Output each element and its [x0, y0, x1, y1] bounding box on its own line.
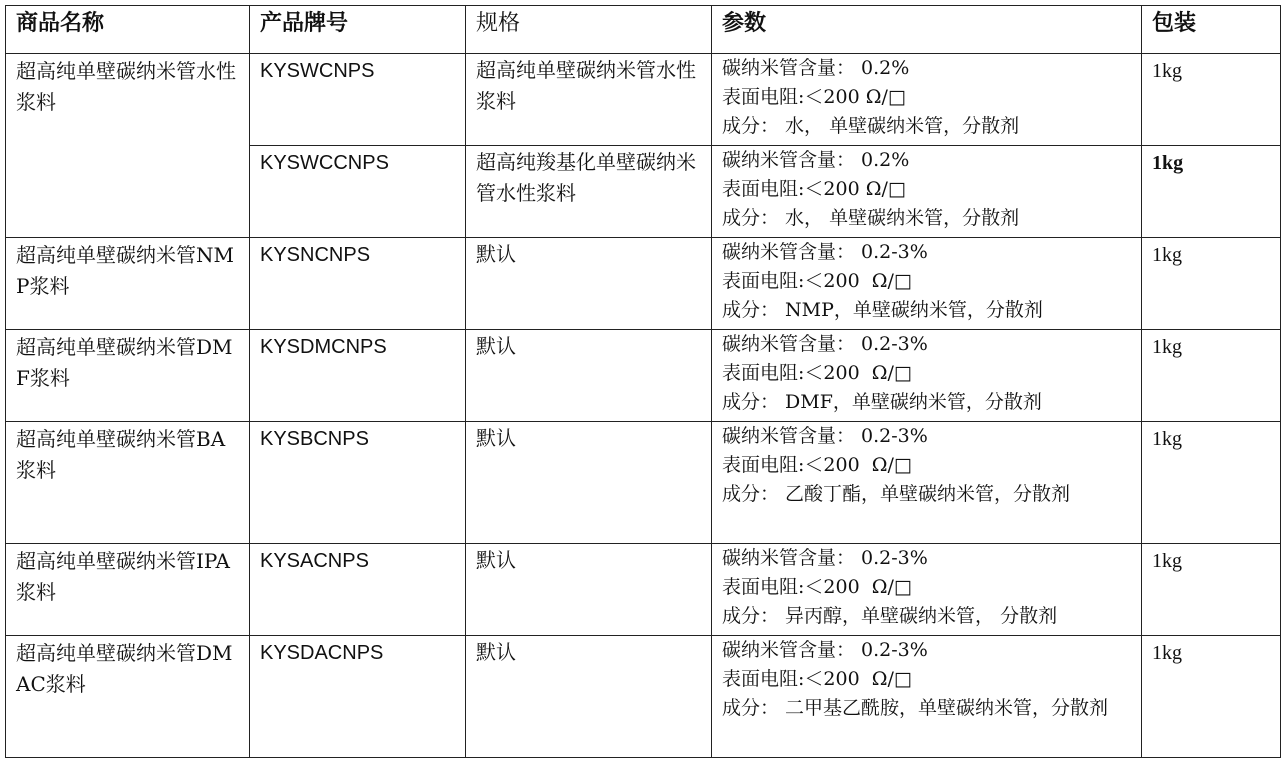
header-pkg: 包装 — [1142, 6, 1281, 54]
param-resistance: 表面电阻:＜200 Ω/□ — [722, 86, 906, 108]
product-code-cell: KYSACNPS — [250, 544, 466, 636]
spec-cell: 默认 — [466, 544, 712, 636]
params-cell — [712, 146, 1142, 238]
package-cell: 1kg — [1142, 238, 1281, 330]
header-row — [6, 6, 1281, 54]
package-cell: 1kg — [1142, 422, 1281, 544]
package-cell: 1kg — [1142, 54, 1281, 146]
param-content: 碳纳米管含量： 0.2% — [722, 149, 910, 171]
header-code: 产品牌号 — [250, 6, 466, 54]
param-composition: 成分： NMP，单壁碳纳米管，分散剂 — [722, 299, 1043, 321]
package-cell: 1kg — [1142, 146, 1281, 238]
params-cell — [712, 544, 1142, 636]
param-composition: 成分： 异丙醇，单壁碳纳米管， 分散剂 — [722, 605, 1058, 627]
header-params: 参数 — [712, 6, 1142, 54]
param-resistance: 表面电阻:＜200 Ω/□ — [722, 270, 912, 292]
param-content: 碳纳米管含量： 0.2-3% — [722, 547, 928, 569]
package-cell: 1kg — [1142, 330, 1281, 422]
product-name-cell: 超高纯单壁碳纳米管DMF浆料 — [6, 330, 250, 422]
param-resistance: 表面电阻:＜200 Ω/□ — [722, 362, 912, 384]
spec-cell: 默认 — [466, 238, 712, 330]
product-code-cell: KYSDMCNPS — [250, 330, 466, 422]
param-content: 碳纳米管含量： 0.2-3% — [722, 425, 928, 447]
table-row — [6, 238, 1281, 330]
param-resistance: 表面电阻:＜200 Ω/□ — [722, 668, 912, 690]
table-row — [6, 544, 1281, 636]
params-cell — [712, 636, 1142, 758]
param-composition: 成分： 水， 单壁碳纳米管，分散剂 — [722, 207, 1020, 229]
spec-cell: 超高纯羧基化单壁碳纳米管水性浆料 — [466, 146, 712, 238]
param-content: 碳纳米管含量： 0.2% — [722, 57, 910, 79]
param-content: 碳纳米管含量： 0.2-3% — [722, 639, 928, 661]
table-row — [6, 54, 1281, 146]
product-code-cell: KYSDACNPS — [250, 636, 466, 758]
product-code-cell: KYSWCNPS — [250, 54, 466, 146]
table-row — [6, 422, 1281, 544]
product-name-cell: 超高纯单壁碳纳米管BA浆料 — [6, 422, 250, 544]
package-cell: 1kg — [1142, 544, 1281, 636]
table-row — [6, 636, 1281, 758]
header-spec: 规格 — [466, 6, 712, 54]
params-cell — [712, 238, 1142, 330]
product-table — [5, 5, 1281, 758]
param-resistance: 表面电阻:＜200 Ω/□ — [722, 576, 912, 598]
param-resistance: 表面电阻:＜200 Ω/□ — [722, 454, 912, 476]
product-code-cell: KYSBCNPS — [250, 422, 466, 544]
table-row — [6, 330, 1281, 422]
spec-cell: 默认 — [466, 330, 712, 422]
spec-cell: 超高纯单壁碳纳米管水性浆料 — [466, 54, 712, 146]
param-resistance: 表面电阻:＜200 Ω/□ — [722, 178, 906, 200]
product-name-cell: 超高纯单壁碳纳米管DMAC浆料 — [6, 636, 250, 758]
params-cell — [712, 54, 1142, 146]
spec-cell: 默认 — [466, 422, 712, 544]
param-content: 碳纳米管含量： 0.2-3% — [722, 333, 928, 355]
param-composition: 成分： 二甲基乙酰胺，单壁碳纳米管，分散剂 — [722, 697, 1109, 719]
product-name-cell: 超高纯单壁碳纳米管水性浆料 — [6, 54, 250, 238]
param-composition: 成分： 乙酸丁酯，单壁碳纳米管，分散剂 — [722, 483, 1071, 505]
param-composition: 成分： DMF，单壁碳纳米管，分散剂 — [722, 391, 1042, 413]
product-code-cell: KYSWCCNPS — [250, 146, 466, 238]
product-name-cell: 超高纯单壁碳纳米管IPA浆料 — [6, 544, 250, 636]
product-code-cell: KYSNCNPS — [250, 238, 466, 330]
header-name: 商品名称 — [6, 6, 250, 54]
param-content: 碳纳米管含量： 0.2-3% — [722, 241, 928, 263]
package-cell: 1kg — [1142, 636, 1281, 758]
product-name-cell: 超高纯单壁碳纳米管NMP浆料 — [6, 238, 250, 330]
spec-cell: 默认 — [466, 636, 712, 758]
params-cell — [712, 422, 1142, 544]
params-cell — [712, 330, 1142, 422]
param-composition: 成分： 水， 单壁碳纳米管，分散剂 — [722, 115, 1020, 137]
